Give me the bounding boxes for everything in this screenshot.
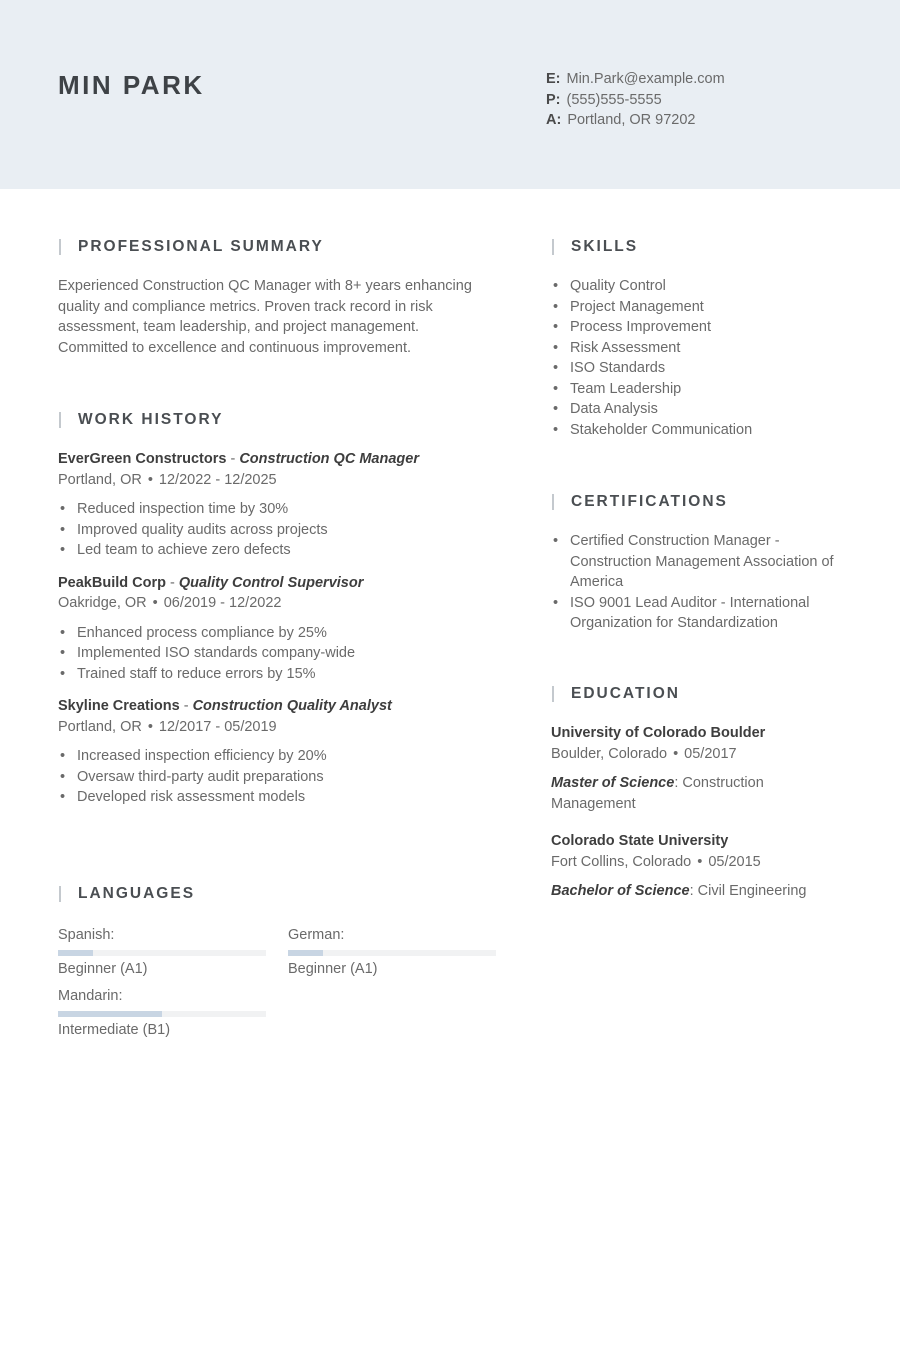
education-heading [551, 685, 871, 705]
job-entry [58, 573, 498, 685]
job-role: Construction Quality Analyst [192, 698, 392, 714]
section-divider-bar [59, 886, 61, 902]
section-divider-bar [552, 686, 554, 702]
work-history-section [58, 411, 498, 820]
header-band [0, 0, 900, 189]
job-title-line: PeakBuild Corp - Quality Control Supervisor [58, 574, 364, 591]
job-bullet: • Oversaw third-party audit preparations [60, 768, 324, 785]
job-bullet: • Developed risk assessment models [60, 789, 306, 805]
summary-title: PROFESSIONAL SUMMARY [78, 238, 324, 255]
job-bullets [58, 499, 498, 561]
job-bullet: • Improved quality audits across projects [60, 521, 328, 538]
job-dates: 12/2022 - 12/2025 [158, 471, 277, 488]
summary-heading [58, 238, 498, 258]
language-proficiency-track [58, 950, 266, 956]
language-name: German: [288, 927, 345, 943]
contact-phone [546, 90, 725, 111]
bullet-separator: • [147, 471, 153, 488]
skill-item: • Project Management [553, 298, 704, 315]
language-proficiency-fill [288, 950, 323, 956]
education-degree [551, 881, 871, 902]
job-location: Oakridge, OR [58, 595, 147, 611]
section-divider-bar [552, 239, 554, 255]
job-bullet: • Implemented ISO standards company-wide [60, 645, 356, 661]
language-name: Spanish: [58, 927, 115, 943]
job-bullets [58, 746, 498, 808]
contact-address [546, 110, 725, 131]
job-meta [58, 470, 498, 491]
education-location: Boulder, Colorado [551, 745, 668, 762]
language-level: Beginner (A1) [288, 961, 378, 977]
job-dates: 12/2017 - 05/2019 [158, 718, 277, 735]
job-role: Quality Control Supervisor [178, 574, 364, 591]
language-item [288, 926, 496, 978]
job-bullet: • Increased inspection efficiency by 20% [60, 748, 327, 764]
summary-line: Experienced Construction QC Manager with 8+ years enhancing [58, 278, 472, 294]
skills-section [551, 238, 871, 440]
contact-phone-value: (555)555-5555 [566, 91, 662, 108]
skill-item: • Risk Assessment [553, 339, 681, 356]
certification-item: • ISO 9001 Lead Auditor - International Organization for Standardization [553, 594, 810, 631]
certifications-title: CERTIFICATIONS [571, 493, 728, 510]
education-section [551, 685, 871, 919]
job-dates: 06/2019 - 12/2022 [163, 595, 282, 611]
education-entry [551, 723, 871, 814]
skills-heading [551, 238, 871, 258]
job-location: Portland, OR [58, 718, 142, 735]
contact-block [546, 69, 725, 131]
language-name: Mandarin: [58, 988, 123, 1004]
skills-list [551, 276, 871, 440]
degree-field: Management [551, 795, 636, 812]
degree-field: : Construction [674, 775, 764, 791]
candidate-name: MIN PARK [58, 70, 205, 100]
contact-email [546, 69, 725, 90]
section-divider-bar [552, 494, 554, 510]
skill-item: • Quality Control [553, 278, 666, 294]
job-company: EverGreen Constructors [58, 451, 227, 467]
job-bullet: • Led team to achieve zero defects [60, 542, 291, 558]
certifications-list [551, 531, 871, 634]
degree-field: : Civil Engineering [689, 883, 807, 899]
contact-phone-label: P: [546, 91, 561, 108]
languages-heading [58, 885, 498, 905]
skill-item: • Stakeholder Communication [553, 421, 753, 438]
job-title-line: Skyline Creations - Construction Quality Analyst [58, 698, 392, 714]
job-bullet: • Enhanced process compliance by 25% [60, 624, 327, 641]
education-title: EDUCATION [571, 685, 680, 702]
education-entry [551, 831, 871, 902]
language-proficiency-fill [58, 950, 93, 956]
contact-email-value: Min.Park@example.com [566, 71, 725, 87]
summary-line: assessment, team leadership, and project management. [58, 319, 420, 335]
certifications-heading [551, 493, 871, 513]
job-company: Skyline Creations [58, 698, 180, 714]
job-meta [58, 717, 498, 738]
education-date: 05/2015 [708, 853, 761, 870]
work-history-title: WORK HISTORY [78, 411, 224, 428]
contact-address-label: A: [546, 112, 562, 128]
degree-name: Master of Science [551, 775, 675, 791]
certifications-section [551, 493, 871, 634]
job-title-line: EverGreen Constructors - Construction QC Manager [58, 451, 419, 467]
certification-item: • Certified Construction Manager - Construction Management Association of America [553, 533, 834, 590]
language-proficiency-fill [58, 1011, 162, 1017]
education-degree [551, 773, 871, 814]
language-proficiency-track [288, 950, 496, 956]
education-location: Fort Collins, Colorado [551, 853, 692, 870]
job-entry [58, 696, 498, 808]
summary-section [58, 238, 498, 358]
section-divider-bar [59, 239, 61, 255]
job-role: Construction QC Manager [239, 451, 419, 467]
language-item [58, 926, 266, 978]
skill-item: • Team Leadership [553, 380, 682, 397]
summary-line: quality and compliance metrics. Proven track record in risk [58, 298, 433, 315]
language-proficiency-track [58, 1011, 266, 1017]
languages-section [58, 885, 498, 923]
skill-item: • Data Analysis [553, 401, 658, 417]
language-level: Beginner (A1) [58, 961, 148, 977]
bullet-separator: • [673, 745, 679, 762]
education-meta [551, 744, 871, 765]
job-location: Portland, OR [58, 471, 142, 488]
education-school: Colorado State University [551, 833, 729, 849]
education-school: University of Colorado Boulder [551, 725, 766, 741]
degree-name: Bachelor of Science [551, 883, 690, 899]
bullet-separator: • [147, 718, 153, 735]
job-bullet: • Reduced inspection time by 30% [60, 501, 289, 517]
contact-address-value: Portland, OR 97202 [567, 112, 696, 128]
job-bullet: • Trained staff to reduce errors by 15% [60, 665, 316, 682]
skill-item: • ISO Standards [553, 360, 666, 376]
contact-email-label: E: [546, 71, 561, 87]
bullet-separator: • [697, 853, 703, 870]
job-meta [58, 593, 498, 614]
language-level: Intermediate (B1) [58, 1022, 171, 1038]
language-item [58, 987, 266, 1039]
work-history-heading [58, 411, 498, 431]
education-date: 05/2017 [684, 745, 737, 762]
summary-text [58, 276, 498, 358]
skill-item: • Process Improvement [553, 319, 712, 335]
summary-line: Committed to excellence and continuous improvement. [58, 339, 412, 356]
bullet-separator: • [152, 595, 158, 611]
education-meta [551, 852, 871, 873]
languages-title: LANGUAGES [78, 885, 196, 902]
section-divider-bar [59, 412, 61, 428]
job-company: PeakBuild Corp [58, 574, 166, 591]
job-entry [58, 449, 498, 561]
job-bullets [58, 623, 498, 685]
skills-title: SKILLS [571, 238, 639, 255]
